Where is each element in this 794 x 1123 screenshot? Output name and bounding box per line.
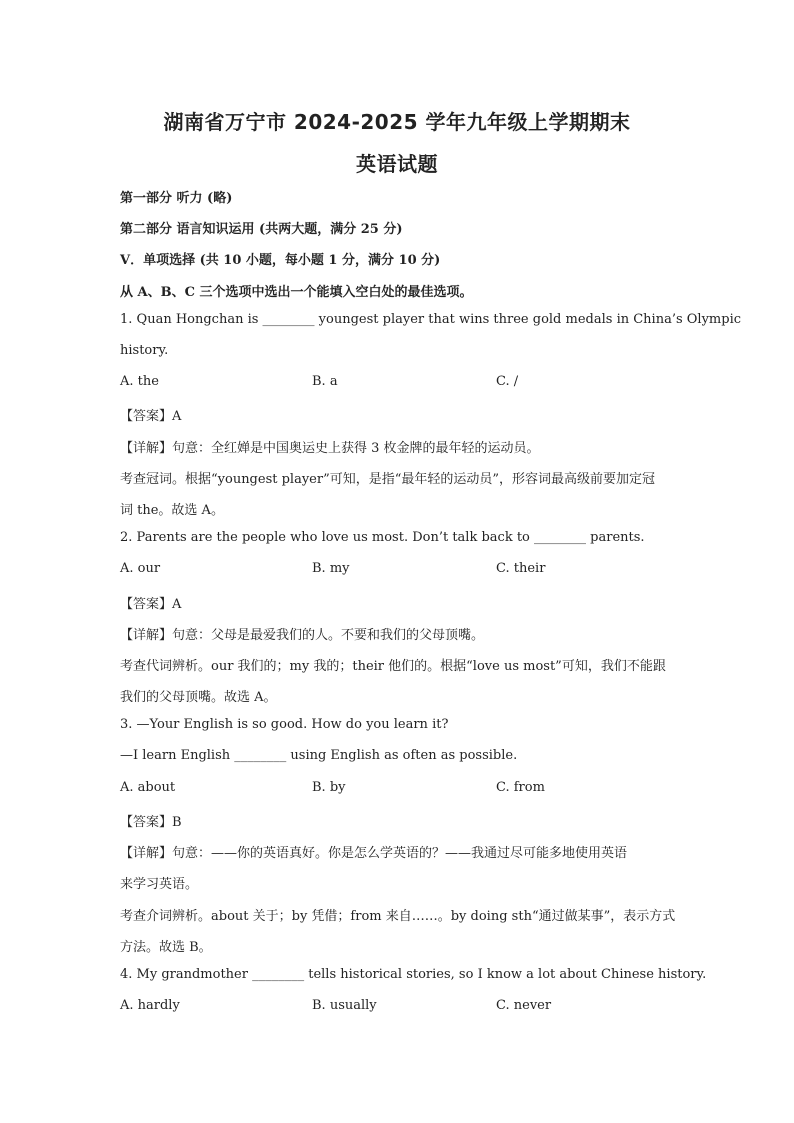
- question-3-option-c: C. from: [496, 780, 545, 795]
- question-1-text-cont: history.: [120, 343, 169, 358]
- question-2-option-a: A. our: [120, 561, 161, 576]
- question-2-answer: 【答案】A: [120, 597, 182, 612]
- question-1-option-a: A. the: [120, 374, 159, 389]
- part1-heading: 第一部分 听力 (略): [120, 191, 233, 206]
- question-1-detail-2: 考查冠词。根据“youngest player”可知，是指“最年轻的运动员”，形容词最高级前要加定冠: [120, 472, 656, 487]
- question-4-option-b: B. usually: [312, 998, 377, 1013]
- question-3-option-b: B. by: [312, 780, 346, 795]
- question-1-option-c: C. /: [496, 374, 519, 389]
- question-1-detail: 【详解】句意：全红婵是中国奥运史上获得 3 枚金牌的最年轻的运动员。: [120, 441, 540, 456]
- question-4-option-c: C. never: [496, 998, 552, 1013]
- question-1-answer: 【答案】A: [120, 409, 182, 424]
- question-3-text-cont: —I learn English ________ using English as often as possible.: [120, 748, 518, 763]
- question-1-detail-3: 词 the。故选 A。: [120, 503, 224, 518]
- question-1-option-b: B. a: [312, 374, 338, 389]
- page-title: 湖南省万宁市 2024-2025 学年九年级上学期期末: [163, 110, 631, 134]
- question-3-text: 3. —Your English is so good. How do you learn it?: [120, 717, 449, 732]
- question-2-option-b: B. my: [312, 561, 350, 576]
- question-1-text: 1. Quan Hongchan is ________ youngest player that wins three gold medals in China’s Olympic: [120, 312, 742, 327]
- question-3-answer: 【答案】B: [120, 815, 182, 830]
- question-2-text: 2. Parents are the people who love us most. Don’t talk back to ________ parents.: [120, 530, 645, 545]
- section-instruction: 从 A、B、C 三个选项中选出一个能填入空白处的最佳选项。: [120, 285, 473, 300]
- question-2-option-c: C. their: [496, 561, 546, 576]
- question-2-detail-3: 我们的父母顶嘴。故选 A。: [120, 690, 277, 705]
- question-3-detail: 【详解】句意：——你的英语真好。你是怎么学英语的？——我通过尽可能多地使用英语: [120, 846, 628, 861]
- question-3-detail-4: 方法。故选 B。: [120, 940, 212, 955]
- question-4-option-a: A. hardly: [120, 998, 180, 1013]
- section5-heading: V．单项选择 (共 10 小题，每小题 1 分，满分 10 分): [120, 253, 441, 268]
- question-3-detail-3: 考查介词辨析。about 关于；by 凭借；from 来自……。by doing sth“通过做某事”，表示方式: [120, 909, 676, 924]
- question-3-detail-2: 来学习英语。: [120, 877, 199, 892]
- part2-heading: 第二部分 语言知识运用 (共两大题，满分 25 分): [120, 222, 403, 237]
- question-4-text: 4. My grandmother ________ tells historical stories, so I know a lot about Chinese history.: [120, 967, 707, 982]
- question-2-detail: 【详解】句意：父母是最爱我们的人。不要和我们的父母顶嘴。: [120, 628, 485, 643]
- page-subtitle: 英语试题: [356, 152, 438, 176]
- question-3-option-a: A. about: [120, 780, 176, 795]
- question-2-detail-2: 考查代词辨析。our 我们的；my 我的；their 他们的。根据“love us most”可知，我们不能跟: [120, 659, 666, 674]
